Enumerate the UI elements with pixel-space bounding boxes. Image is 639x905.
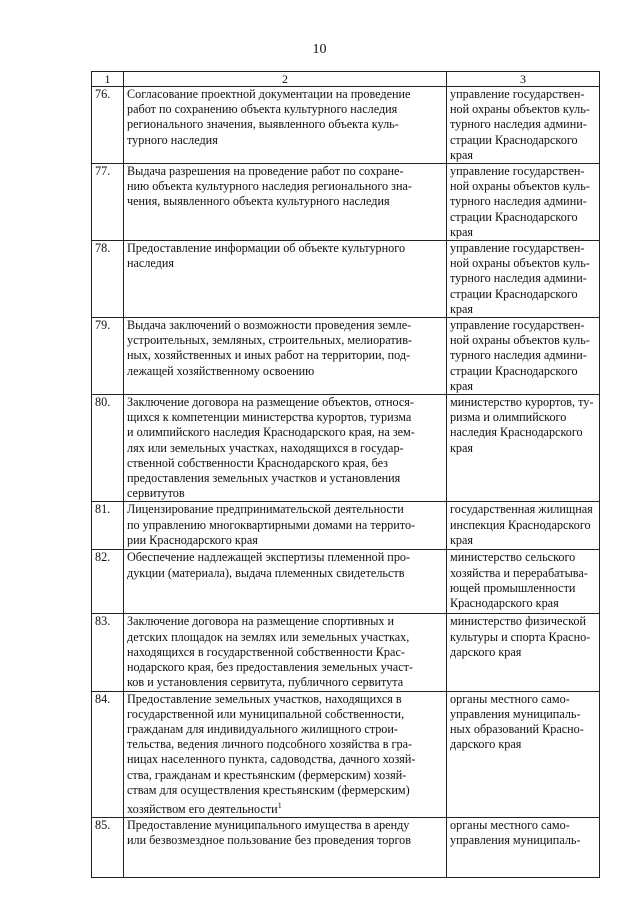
authority-line: дарского края	[450, 644, 522, 659]
service-line	[127, 550, 443, 565]
service-line-text: дукции (материала), выдача племенных свидетельств	[127, 565, 405, 580]
authority-cell	[447, 614, 600, 691]
service-line	[127, 456, 443, 471]
service-line-text: ков и установления сервитута, публичного сервитута	[127, 675, 404, 690]
service-line-text: ствам для осуществления крестьянским (фермерским)	[127, 782, 410, 797]
service-line	[127, 410, 443, 425]
service-line	[127, 675, 443, 690]
authority-line: края	[450, 378, 474, 393]
authority-line: хозяйства и перерабатыва-	[450, 565, 588, 580]
service-line	[127, 502, 443, 517]
authority-line: края	[450, 147, 474, 162]
service-line	[127, 179, 443, 194]
service-line	[127, 566, 443, 581]
service-cell	[124, 691, 447, 818]
authority-line: турного наследия админи-	[450, 117, 587, 132]
authority-line: государственная жилищная	[450, 502, 593, 517]
footnote-mark: 1	[277, 800, 282, 810]
authority-cell	[447, 395, 600, 502]
service-line-text: государственной или муниципальной собственности,	[127, 706, 405, 721]
service-line	[127, 318, 443, 333]
row-number: 77.	[92, 164, 124, 241]
service-line-text: рии Краснодарского края	[127, 532, 258, 547]
service-line	[127, 194, 443, 209]
service-line-text: нодарского края, без предоставления земельных участ-	[127, 660, 413, 675]
table-header-row	[92, 72, 600, 87]
authority-line: Краснодарского края	[450, 596, 559, 611]
authority-cell	[447, 818, 600, 878]
service-line	[127, 614, 443, 629]
service-line	[127, 241, 443, 256]
service-line-text: и олимпийского наследия Краснодарского края, на зем-	[127, 425, 415, 440]
service-line	[127, 364, 443, 379]
service-line-text: наследия	[127, 256, 175, 271]
authority-line: края	[450, 532, 474, 547]
service-line-text: щихся к компетенции министерства курортов, туризма	[127, 410, 412, 425]
authority-line: министерство физической	[450, 614, 586, 629]
service-line	[127, 133, 443, 148]
authority-line: страции Краснодарского	[450, 209, 578, 224]
service-line	[127, 117, 443, 132]
service-line	[127, 752, 443, 767]
service-cell	[124, 164, 447, 241]
authority-line: управление государствен-	[450, 318, 585, 333]
table-row	[92, 395, 600, 502]
authority-line: края	[450, 224, 474, 239]
service-line	[127, 660, 443, 675]
service-line-text: находящихся в государственной собственности Крас-	[127, 644, 405, 659]
authority-line: ризма и олимпийского	[450, 410, 567, 425]
service-line	[127, 164, 443, 179]
service-line-text: работ по сохранению объекта культурного наследия	[127, 102, 398, 117]
service-line-text: Заключение договора на размещение объектов, относя-	[127, 395, 414, 410]
row-number: 84.	[92, 691, 124, 818]
row-number: 85.	[92, 818, 124, 878]
authority-line: министерство курортов, ту-	[450, 395, 594, 410]
authority-line: турного наследия админи-	[450, 271, 587, 286]
service-line-text: ницах населенного пункта, садоводства, дачного хозяй-	[127, 752, 416, 767]
service-line	[127, 395, 443, 410]
authority-cell	[447, 164, 600, 241]
service-line	[127, 102, 443, 117]
service-line-text: Выдача разрешения на проведение работ по сохране-	[127, 164, 404, 179]
authority-line: управление государствен-	[450, 87, 585, 101]
table-row	[92, 691, 600, 818]
service-line	[127, 798, 443, 817]
service-line-text: ных, хозяйственных и иных работ на территории, под-	[127, 348, 411, 363]
service-line-text: по управлению многоквартирными домами на террито-	[127, 517, 416, 532]
service-line-text: лежащей хозяйственному освоению	[127, 363, 315, 378]
authority-line: ющей промышленности	[450, 580, 576, 595]
table-row	[92, 818, 600, 878]
service-line	[127, 645, 443, 660]
service-line-text: турного наследия	[127, 132, 218, 147]
row-number: 80.	[92, 395, 124, 502]
authority-line: страции Краснодарского	[450, 286, 578, 301]
service-line	[127, 533, 443, 548]
table-row	[92, 241, 600, 318]
authority-line: органы местного само-	[450, 691, 570, 706]
authority-cell	[447, 241, 600, 318]
service-line-text: ства, гражданам и крестьянским (фермерским) хозяй-	[127, 767, 407, 782]
table-row	[92, 87, 600, 164]
header-col-2: 2	[124, 72, 447, 87]
service-line	[127, 471, 443, 486]
authority-cell	[447, 691, 600, 818]
authority-line: наследия Краснодарского	[450, 425, 583, 440]
authority-line: дарского края	[450, 737, 522, 752]
service-line-text: Предоставление муниципального имущества в аренду	[127, 818, 410, 833]
service-cell	[124, 818, 447, 878]
service-line	[127, 768, 443, 783]
authority-line: ной охраны объектов куль-	[450, 256, 590, 271]
authority-cell	[447, 318, 600, 395]
authority-line: ной охраны объектов куль-	[450, 102, 590, 117]
service-line	[127, 425, 443, 440]
service-line	[127, 630, 443, 645]
authority-cell	[447, 87, 600, 164]
service-line-text: Обеспечение надлежащей экспертизы племенной про-	[127, 550, 411, 565]
authority-line: управления муниципаль-	[450, 833, 581, 848]
service-line	[127, 256, 443, 271]
service-cell	[124, 502, 447, 550]
service-line	[127, 783, 443, 798]
row-number: 78.	[92, 241, 124, 318]
row-number: 81.	[92, 502, 124, 550]
service-line	[127, 818, 443, 833]
authority-line: ной охраны объектов куль-	[450, 179, 590, 194]
services-table	[91, 71, 600, 878]
service-line-text: гражданам для индивидуального жилищного строи-	[127, 721, 398, 736]
service-cell	[124, 241, 447, 318]
authority-line: турного наследия админи-	[450, 194, 587, 209]
authority-line: страции Краснодарского	[450, 363, 578, 378]
header-col-1: 1	[92, 72, 124, 87]
table-row	[92, 502, 600, 550]
authority-line: ных образований Красно-	[450, 721, 584, 736]
service-line	[127, 833, 443, 848]
service-line-text: тельства, ведения личного подсобного хозяйства в гра-	[127, 737, 413, 752]
service-line	[127, 348, 443, 363]
service-line-text: нию объекта культурного наследия регионального зна-	[127, 179, 412, 194]
row-number: 83.	[92, 614, 124, 691]
row-number: 76.	[92, 87, 124, 164]
service-cell	[124, 550, 447, 614]
service-line-text: ственной собственности Краснодарского края, без	[127, 455, 389, 470]
service-line	[127, 441, 443, 456]
header-col-3: 3	[447, 72, 600, 87]
authority-line: министерство сельского	[450, 550, 576, 565]
service-cell	[124, 395, 447, 502]
service-line-text: хозяйством его деятельности	[127, 801, 278, 816]
service-line-text: Согласование проектной документации на проведение	[127, 87, 411, 101]
service-line-text: регионального значения, выявленного объекта куль-	[127, 117, 399, 132]
table-row	[92, 318, 600, 395]
authority-line: ной охраны объектов куль-	[450, 333, 590, 348]
table-row	[92, 164, 600, 241]
authority-cell	[447, 550, 600, 614]
service-line	[127, 722, 443, 737]
service-line-text: Заключение договора на размещение спортивных и	[127, 614, 395, 629]
service-cell	[124, 87, 447, 164]
row-number: 79.	[92, 318, 124, 395]
service-line	[127, 486, 443, 501]
service-line	[127, 707, 443, 722]
authority-line: культуры и спорта Красно-	[450, 629, 591, 644]
service-line-text: Предоставление земельных участков, находящихся в	[127, 691, 402, 706]
authority-line: управление государствен-	[450, 241, 585, 256]
service-line	[127, 692, 443, 707]
service-line-text: предоставления земельных участков и установления	[127, 471, 401, 486]
service-line	[127, 518, 443, 533]
service-line	[127, 737, 443, 752]
authority-cell	[447, 502, 600, 550]
authority-line: управления муниципаль-	[450, 706, 581, 721]
service-line-text: устроительных, земляных, строительных, мелиоратив-	[127, 333, 413, 348]
service-line	[127, 333, 443, 348]
authority-line: турного наследия админи-	[450, 348, 587, 363]
table-row	[92, 550, 600, 614]
service-line	[127, 87, 443, 102]
authority-line: управление государствен-	[450, 164, 585, 179]
authority-line: края	[450, 440, 474, 455]
authority-line: края	[450, 301, 474, 316]
page-number: 10	[312, 42, 327, 57]
service-line-text: Лицензирование предпринимательской деятельности	[127, 502, 404, 517]
service-line-text: Выдача заключений о возможности проведения земле-	[127, 318, 412, 333]
authority-line: органы местного само-	[450, 818, 570, 833]
authority-line: инспекция Краснодарского	[450, 517, 591, 532]
row-number: 82.	[92, 550, 124, 614]
table-body	[92, 87, 600, 878]
service-cell	[124, 318, 447, 395]
service-line-text: чения, выявленного объекта культурного наследия	[127, 194, 390, 209]
authority-line: страции Краснодарского	[450, 132, 578, 147]
service-line-text: или безвозмездное пользование без проведения торгов	[127, 833, 412, 848]
service-line-text: детских площадок на землях или земельных участках,	[127, 629, 410, 644]
table-row	[92, 614, 600, 691]
service-line-text: Предоставление информации об объекте культурного	[127, 241, 406, 256]
service-line-text: сервитутов	[127, 486, 185, 501]
service-line-text: лях или земельных участках, находящихся в государ-	[127, 440, 404, 455]
service-cell	[124, 614, 447, 691]
